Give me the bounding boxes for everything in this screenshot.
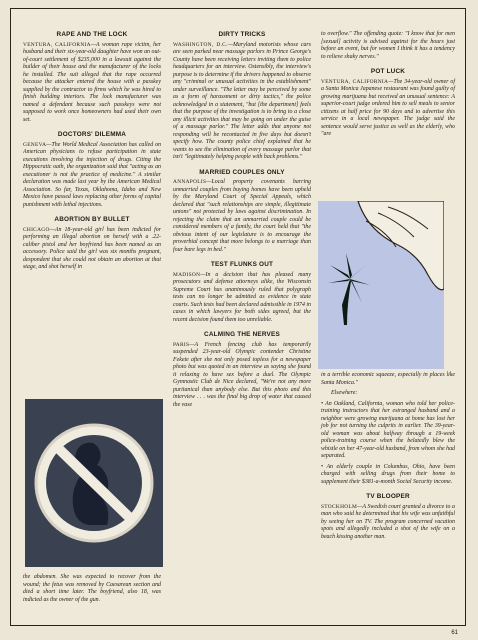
bullet-item-columbus: • An elderly couple in Columbus, Ohio, have been charged with selling drugs from their home to supplement their $381-a-month Social Security income. [321,463,455,485]
headline-test-flunks-out: TEST FLUNKS OUT [210,261,274,268]
article-body: —An 18-year-old girl has been indicted for performing an illegal abortion on herself with a .22-caliber pistol and her boyfriend has been named as an accessory. Police said the girl was six months pregnant, despondent that she could not obtain an abortion at that stage, and shot herself in [23,226,161,270]
page-number: 61 [451,630,458,636]
article-calming-the-nerves [173,342,311,410]
column-3 [321,31,455,143]
headline-married-couples-only: MARRIED COUPLES ONLY [199,168,285,176]
article-body: —Local property covenants barring unmarried couples from buying homes have been upheld by the Maryland Court of Special Appeals, which declared that "such relationships are simple, illegitimate unions" not protected by laws against discrimination. In rejecting the claim that an unmarried couple could be considered members of a family, the court held that "the obvious intent of our legislature is to encourage the proverbial concept that more belongs to a marriage than four bare legs in bed." [173,179,311,253]
article-pot-luck [321,79,455,139]
article-abortion-continued: the abdomen. She was expected to recover from the wound; the fetus was removed by Caesarean section and died a short time later. The boyfriend, also 18, was indicted as the owner of the gun. [23,574,161,603]
headline-abortion-by-bullet: ABORTION BY BULLET [54,216,130,223]
article-calming-the-nerves-continued: to overflow." The offending quote: "I know that for men [sexual] activity is advised against for the hours just before an event, but for women I think it has a tendency to relieve shaky nerves." [321,31,455,60]
bullet-item-oakland: • An Oakland, California, woman who told her police-training instructors that her estranged husband and a neighbor were growing marijuana at home has lost her job for not turning the culprits in earlier. The 39-year-old woman was about halfway through a 19-week police-training course when the belatedly blew the whistle on her 47-year-old husband, from whom she had separated. [321,400,455,459]
article-dirty-tricks [173,42,311,162]
dateline: VENTURA, CALIFORNIA [321,78,389,85]
article-body: —The World Medical Association has called on American physicians to refuse participation in state executions involving the injection of drugs. Citing the Hippocratic oath, the organization said that "acting as an executioner is not the practice of medicine." A similar declaration was made last year by the American Medical Association. So far, Texas, Oklahoma, Idaho and New Mexico have passed laws replacing other forms of capital punishment with lethal injections. [23,141,161,208]
dateline: PARIS [173,341,190,348]
headline-pot-luck: POT LUCK [370,68,406,75]
article-doctors-dilemma [23,142,161,210]
article-body: —A Swedish court granted a divorce to a man who said he determined that his wife was unfaithful by seeing her on TV. The program concerned vacation spots and allegedly included a shot of the wife on a beach kissing another man. [321,503,455,540]
column-3-lower [321,372,455,541]
magazine-page [10,8,466,626]
headline-rape-and-the-lock: RAPE AND THE LOCK [56,31,128,38]
no-pregnancy-sign-illustration [25,399,163,567]
dateline: ANNAPOLIS [173,179,207,185]
dateline: VENTURA, CALIFORNIA [23,41,91,48]
article-test-flunks-out [173,272,311,325]
article-married-couples-only [173,179,311,254]
article-body: —A woman rape victim, her husband and their six-year-old daughter have won an out-of-court settlement of $235,000 in a lawsuit against the builder of their house and the manufacturer of the locks he installed. The suit alleged that the rape occurred because the attacker entered the house with a passkey supplied by the contractor to firms which he was hired to finish building interiors. The lock manufacturer was named a defendant because such passkeys were not supposed to work once homeowners had used their own set. [23,41,162,123]
article-rape-and-the-lock [23,42,161,125]
headline-doctors-dilemma: DOCTORS' DILEMMA [57,131,127,138]
column-2 [173,31,311,413]
dateline: WASHINGTON, D.C. [173,41,228,48]
article-body: —Maryland motorists whose cars are seen parked near massage parlors in Prince George's County have been receiving letters inviting them to police headquarters for an interview. Ostensibly, the interview's purpose is to determine if the drivers happened to observe any "criminal or unusual activities in the establishment" under surveillance. "The letter may be perceived by some as a form of harassment or dirty tactics," the police acknowledged in a statement, "but [the department] feels that the purpose of the investigation is to bring to a close any illicit activities that may be going on under the guise of a massage parlor." The letter adds that anyone not responding will be recontacted in five days but doesn't specify how. The county police chief explained that he wants to see the elimination of every massage parlor that isn't "legitimately helping people with back problems." [173,41,311,160]
dateline: GENEVA [23,141,47,148]
elsewhere-label: Elsewhere: [331,390,358,396]
dateline: MADISON [173,271,201,278]
dateline: CHICAGO [23,226,50,233]
article-body: —The 34-year-old owner of a Santa Monica Japanese restaurant was found guilty of growing marijuana but received an unusual sentence: A superior-court judge ordered him to sell meals to senior citizens at half price for 90 days and to advertise this service in a local newspaper. The judge said the sentence would serve justice as well as the elderly, who "are [321,78,455,137]
marijuana-leaf-hand-illustration [318,201,444,369]
article-body: —In a decision that has pleased many prosecutors and defense attorneys alike, the Wisconsin Supreme Court has unanimously ruled that polygraph tests can no longer be admitted as evidence in state courts. Such tests had been declared admissible in 1974 in cases in which lawyers for both sides agreed, but the recent decision found them too unreliable. [173,271,311,323]
dateline: STOCKHOLM [321,503,358,510]
headline-tv-blooper: TV BLOOPER [366,493,410,500]
headline-dirty-tricks: DIRTY TRICKS [218,31,266,38]
article-body: —A French fencing club has temporarily suspended 23-year-old Olympic contender Christine Fekete after she not only posed topless for a newspaper photo but was quoted in an interview as saying she found it relaxing to have sex before a duel. The Olympic Gymnastic Club de Nice declared, "We're not any more puritanical than anybody else. But this photo and this interview . . . was the final big drop of water that caused the vase [173,341,311,408]
column-1 [23,31,161,276]
headline-calming-the-nerves: CALMING THE NERVES [204,331,280,338]
article-abortion-by-bullet [23,227,161,272]
article-pot-luck-continued: in a terrible economic squeeze, especially in places like Santa Monica." [321,372,455,386]
article-tv-blooper [321,504,455,542]
